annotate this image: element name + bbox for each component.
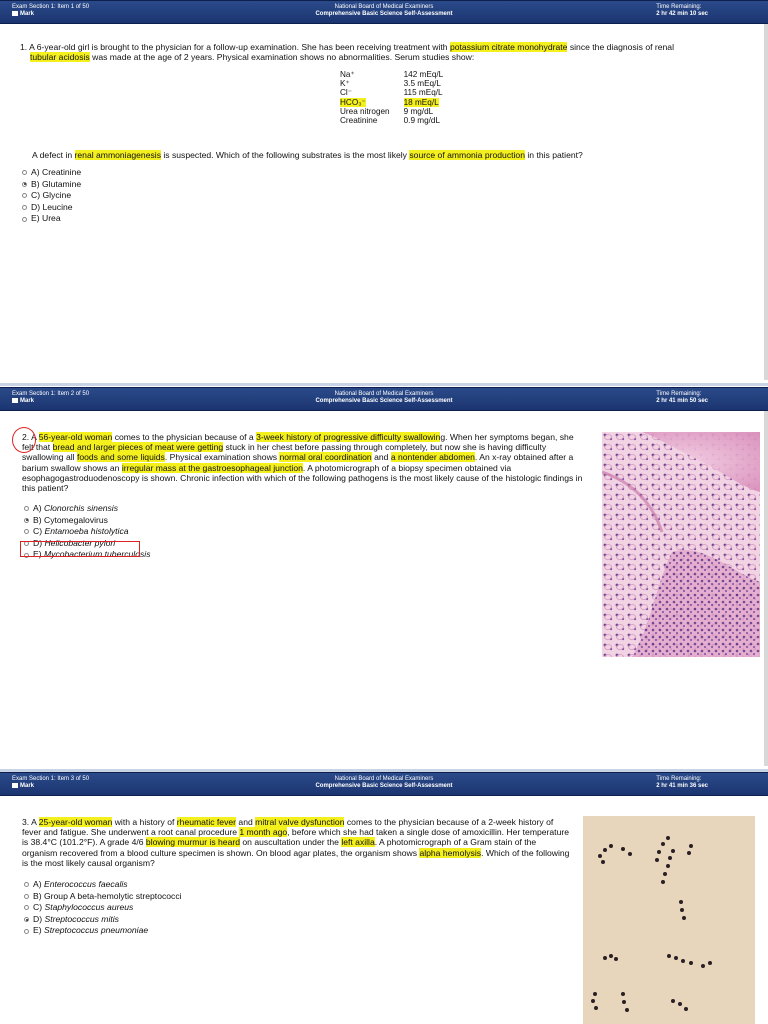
question-stem [22, 432, 587, 493]
stem-text: . Which of the following is the most likely causal organism? [22, 847, 570, 868]
lab-row [340, 79, 443, 88]
question-number: 2. [22, 432, 30, 442]
option-label: A) Clonorchis sinensis [33, 503, 119, 513]
time-remaining: 2 hr 42 min 10 sec [656, 11, 708, 17]
question-panel-2 [0, 387, 768, 768]
stem-text: A [31, 432, 39, 442]
highlight: mitral valve dysfunction [255, 817, 345, 827]
highlight: renal ammoniagenesis [74, 150, 161, 160]
stem-text: A [31, 817, 39, 827]
stem-text: comes to the physician because of a 2-week history of fever and fatigue. She underwent a root canal procedure [22, 817, 554, 838]
highlight: potassium citrate monohydrate [449, 42, 568, 52]
answer-option[interactable] [22, 179, 81, 191]
stem-text: stuck in her chest before passing through completely, but now she is having difficulty swallowing all [22, 442, 547, 463]
answer-option[interactable] [24, 503, 151, 515]
exam-title: Comprehensive Basic Science Self-Assessment [315, 398, 453, 404]
mark-checkbox[interactable]: Mark [12, 398, 89, 405]
highlight: 3-week history of progressive difficulty swallowin [256, 432, 441, 442]
org-name: National Board of Medical Examiners [334, 4, 434, 10]
histology-image[interactable] [602, 432, 760, 657]
highlight: alpha hemolysis [419, 847, 482, 858]
item-counter: Exam Section 1: Item 2 of 50 [12, 391, 90, 397]
option-label: B) Cytomegalovirus [33, 514, 108, 525]
answer-options [22, 167, 81, 225]
highlight: normal oral coordination [279, 452, 372, 463]
stem-text: and [371, 452, 391, 463]
radio-button[interactable] [24, 905, 29, 910]
question-number: 1. [20, 42, 28, 52]
answer-option[interactable] [24, 515, 151, 527]
divider [0, 383, 768, 386]
stem-text: . A photomicrograph of a Gram stain of the organism recovered from a blood culture specimen is shown. On blood agar plates, the organism shows [22, 837, 537, 858]
radio-button[interactable] [24, 929, 29, 934]
answer-option[interactable] [24, 902, 182, 914]
lab-name: K⁺ [340, 79, 350, 89]
radio-button[interactable] [22, 193, 27, 198]
highlight: source of ammonia production [409, 150, 525, 160]
option-label: C) Staphylococcus aureus [33, 902, 134, 913]
lab-value: 18 mEq/L [403, 97, 439, 107]
option-label: E) Urea [31, 213, 61, 224]
stem-text: g. When her symptoms began, she felt that [22, 432, 574, 453]
answer-option[interactable] [24, 925, 182, 937]
option-label: D) Leucine [31, 201, 73, 212]
option-label: A) Enterococcus faecalis [33, 879, 128, 889]
option-label: D) Helicobacter pylori [33, 537, 116, 548]
time-label: Time Remaining: [656, 776, 702, 782]
highlight: bread and larger pieces of meat were getting [52, 442, 224, 453]
time-label: Time Remaining: [656, 391, 702, 397]
radio-button[interactable] [24, 506, 29, 511]
exam-header [0, 0, 768, 24]
highlight: 56-year-old woman [38, 432, 113, 442]
exam-header [0, 387, 768, 411]
stem-text: . Physical examination shows [164, 452, 280, 463]
answer-option[interactable] [22, 167, 81, 179]
question-stem: 1. A 6-year-old girl is brought to the physician for a follow-up examination. She has been receiving treatment with potassium citrate monohydrate since the diagnosis of renal tubular acidosis was made at the age of 2 years. Physical examination shows no abnormalities. Serum studies show: [20, 42, 674, 63]
lab-name: Na⁺ [340, 70, 355, 79]
answer-option[interactable] [22, 202, 81, 214]
lab-value: 0.9 mg/dL [403, 116, 441, 126]
lab-name: Cl⁻ [340, 88, 353, 98]
gram-stain-image[interactable] [583, 816, 755, 1024]
highlight: a nontender abdomen [390, 452, 475, 463]
lab-row [340, 88, 443, 97]
lab-row [340, 70, 443, 79]
org-name: National Board of Medical Examiners [334, 776, 434, 782]
highlight: 25-year-old woman [38, 817, 113, 827]
highlight: foods and some liquids [76, 452, 165, 463]
answer-option[interactable] [24, 891, 182, 903]
answer-options [24, 879, 182, 937]
annotation-circle [12, 427, 36, 453]
lab-name: Urea nitrogen [340, 106, 390, 116]
radio-button[interactable] [24, 917, 29, 922]
radio-button[interactable] [24, 518, 29, 523]
annotation-box [20, 541, 140, 557]
answer-option[interactable] [24, 526, 151, 538]
time-label: Time Remaining: [656, 4, 702, 10]
exam-title: Comprehensive Basic Science Self-Assessment [315, 783, 453, 789]
option-label: D) Streptococcus mitis [33, 913, 119, 924]
stem-text: . A photomicrograph of a biopsy specimen obtained via esophagogastroduodenoscopy is shown. Chronic infection with which of the following pathogens is the most likely cause of the histologic findings in this patient? [22, 462, 583, 494]
option-label: C) Entamoeba histolytica [33, 526, 129, 537]
question-stem [22, 817, 570, 868]
option-label: E) Streptococcus pneumoniae [33, 925, 149, 936]
exam-title: Comprehensive Basic Science Self-Assessment [315, 11, 453, 17]
lab-row [340, 107, 443, 116]
option-label: B) Glutamine [31, 178, 82, 189]
radio-button[interactable] [22, 182, 27, 187]
time-remaining: 2 hr 41 min 36 sec [656, 783, 708, 789]
lab-name: Creatinine [340, 116, 378, 126]
item-counter: Exam Section 1: Item 3 of 50 [12, 776, 90, 782]
org-name: National Board of Medical Examiners [334, 391, 434, 397]
stem-text: comes to the physician because of a [112, 432, 257, 442]
highlight: blowing murmur is heard [145, 837, 241, 848]
option-label: C) Glycine [31, 190, 72, 201]
radio-button[interactable] [24, 529, 29, 534]
highlight: irregular mass at the gastroesophageal junction [121, 462, 303, 473]
radio-button[interactable] [22, 217, 27, 222]
stem-text: with a history of [112, 817, 177, 827]
question-panel-1 [0, 0, 768, 382]
lab-row [340, 98, 443, 107]
stem-text: and [236, 817, 256, 827]
answer-option[interactable] [22, 213, 81, 225]
question-panel-3 [0, 772, 768, 1024]
stem-text: on auscultation under the [240, 837, 342, 848]
option-label: A) Creatinine [31, 167, 82, 177]
time-remaining: 2 hr 41 min 50 sec [656, 398, 708, 404]
lab-table [340, 70, 443, 125]
radio-button[interactable] [22, 170, 27, 175]
highlight: rheumatic fever [176, 817, 237, 827]
mark-checkbox[interactable]: Mark [12, 11, 89, 18]
radio-button[interactable] [24, 894, 29, 899]
highlight: 1 month ago [239, 827, 288, 838]
item-counter: Exam Section 1: Item 1 of 50 [12, 4, 90, 10]
answer-option[interactable] [22, 190, 81, 202]
radio-button[interactable] [22, 205, 27, 210]
lab-value: 9 mg/dL [403, 106, 434, 116]
lab-row [340, 116, 443, 125]
option-label: E) Mycobacterium tuberculosis [33, 549, 151, 560]
mark-checkbox[interactable]: Mark [12, 783, 89, 790]
lab-value: 115 mEq/L [403, 88, 443, 98]
lab-name [340, 98, 390, 107]
question-prompt: A defect in renal ammoniagenesis is suspected. Which of the following substrates is the most likely source of ammonia production in this patient? [32, 150, 583, 160]
answer-option[interactable] [24, 879, 182, 891]
exam-header [0, 772, 768, 796]
highlight: HCO₃⁻ [340, 97, 366, 107]
option-label: B) Group A beta-hemolytic streptococci [33, 890, 182, 901]
scrollbar[interactable] [764, 24, 768, 380]
scrollbar[interactable] [764, 411, 768, 766]
highlight: left axilla [341, 837, 375, 848]
answer-option[interactable] [24, 914, 182, 926]
lab-value: 142 mEq/L [403, 70, 444, 79]
stem-text: . An x-ray obtained after a barium swallow shows an [22, 452, 574, 473]
highlight: tubular acidosis [30, 52, 90, 63]
question-number: 3. [22, 817, 30, 827]
lab-value: 3.5 mEq/L [403, 79, 441, 89]
stem-text: , before which she had taken a single dose of amoxicillin. Her temperature is 38.4°C (101.2°F). A grade 4/6 [22, 827, 569, 848]
radio-button[interactable] [24, 882, 29, 887]
